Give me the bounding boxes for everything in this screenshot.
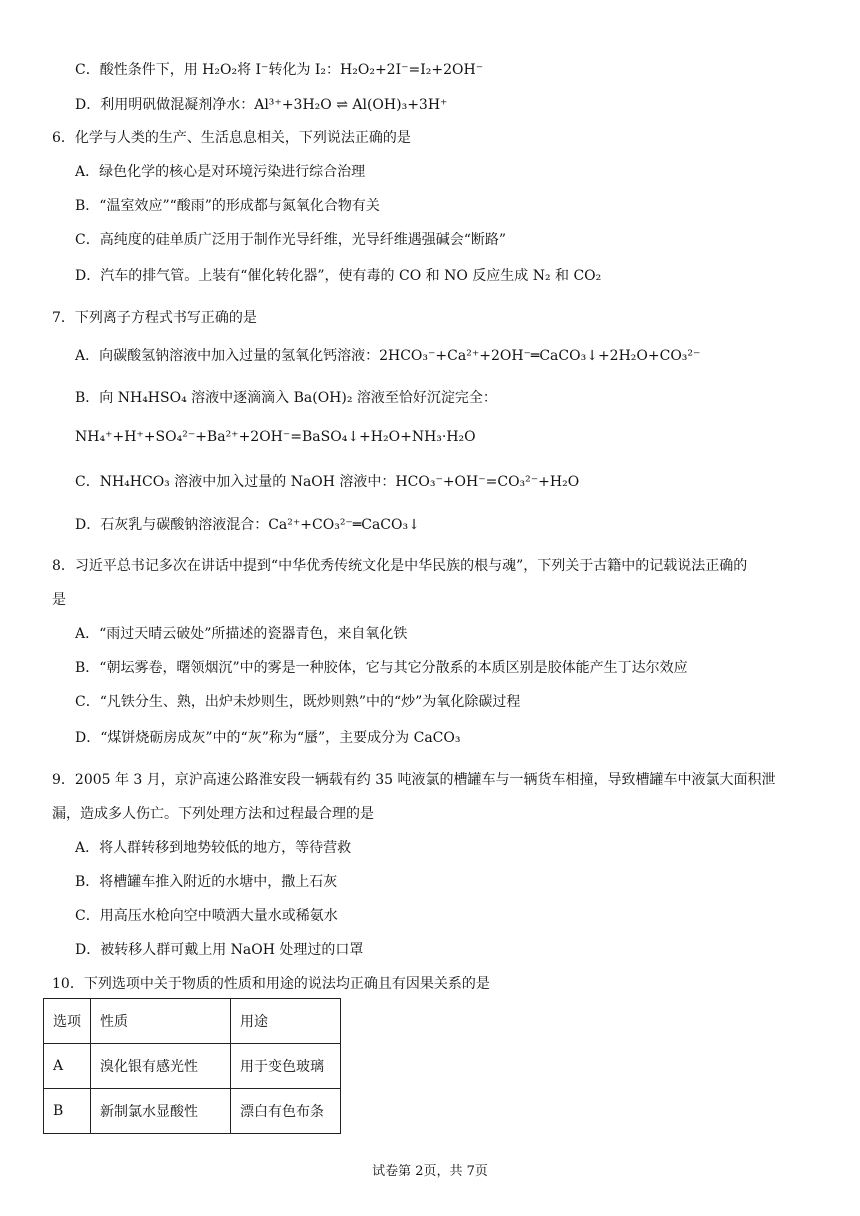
q7-option-b-equation: NH₄⁺+H⁺+SO₄²⁻+Ba²⁺+2OH⁻=BaSO₄↓+H₂O+NH₃·H₂O: [75, 429, 476, 445]
table-cell: 漂白有色布条: [231, 1089, 341, 1134]
table-row: [44, 1089, 341, 1134]
q8-option-c: C．“凡铁分生、熟，出炉未炒则生，既炒则熟”中的“炒”为氧化除碳过程: [75, 694, 521, 710]
table-cell: A: [44, 1044, 91, 1089]
table-row: [44, 1044, 341, 1089]
q10-stem: 10．下列选项中关于物质的性质和用途的说法均正确且有因果关系的是: [52, 976, 490, 992]
q6-stem: 6．化学与人类的生产、生活息息相关，下列说法正确的是: [52, 130, 411, 146]
q8-option-d: D．“煤饼烧砺房成灰”中的“灰”称为“蜃”，主要成分为 CaCO₃: [75, 730, 461, 746]
q9-option-b: B．将槽罐车推入附近的水塘中，撒上石灰: [75, 874, 338, 890]
q7-stem: 7．下列离子方程式书写正确的是: [52, 310, 257, 326]
q9-stem-continued: 漏，造成多人伤亡。下列处理方法和过程最合理的是: [52, 806, 374, 822]
q5-option-c: C．酸性条件下，用 H₂O₂将 I⁻转化为 I₂：H₂O₂+2I⁻=I₂+2OH⁻: [75, 62, 484, 78]
q10-options-table: [43, 998, 341, 1134]
table-header-cell: 用途: [231, 999, 341, 1044]
q6-option-d: D．汽车的排气管。上装有“催化转化器”，使有毒的 CO 和 NO 反应生成 N₂ 和 CO₂: [75, 268, 602, 284]
q6-option-b: B．“温室效应”“酸雨”的形成都与氮氧化合物有关: [75, 198, 380, 214]
q6-option-a: A．绿色化学的核心是对环境污染进行综合治理: [75, 164, 366, 180]
q7-option-c: C．NH₄HCO₃ 溶液中加入过量的 NaOH 溶液中：HCO₃⁻+OH⁻=CO₃²⁻+H₂O: [75, 474, 580, 490]
q9-option-c: C．用高压水枪向空中喷洒大量水或稀氨水: [75, 908, 338, 924]
q8-option-a: A．“雨过天晴云破处”所描述的瓷器青色，来自氧化铁: [75, 626, 408, 642]
table-cell: B: [44, 1089, 91, 1134]
table-header-cell: 选项: [44, 999, 91, 1044]
q7-option-d: D．石灰乳与碳酸钠溶液混合：Ca²⁺+CO₃²⁻═CaCO₃↓: [75, 517, 420, 533]
q8-stem-continued: 是: [52, 592, 66, 608]
page-footer: 试卷第 2页，共 7页: [372, 1164, 488, 1179]
q7-option-a: A．向碳酸氢钠溶液中加入过量的氢氧化钙溶液：2HCO₃⁻+Ca²⁺+2OH⁻═CaCO₃↓+2H₂O+CO₃²⁻: [75, 348, 701, 364]
table-cell: 溴化银有感光性: [91, 1044, 231, 1089]
table-cell: 新制氯水显酸性: [91, 1089, 231, 1134]
q6-option-c: C．高纯度的硅单质广泛用于制作光导纤维，光导纤维遇强碱会“断路”: [75, 232, 507, 248]
q5-option-d: D．利用明矾做混凝剂净水：Al³⁺+3H₂O ⇌ Al(OH)₃+3H⁺: [75, 97, 448, 113]
table-header-row: [44, 999, 341, 1044]
q9-option-d: D．被转移人群可戴上用 NaOH 处理过的口罩: [75, 942, 364, 958]
q7-option-b: B．向 NH₄HSO₄ 溶液中逐滴滴入 Ba(OH)₂ 溶液至恰好沉淀完全：: [75, 390, 497, 406]
q9-stem: 9．2005 年 3 月，京沪高速公路淮安段一辆载有约 35 吨液氯的槽罐车与一辆货车相撞，导致槽罐车中液氯大面积泄: [52, 772, 776, 788]
q9-option-a: A．将人群转移到地势较低的地方，等待营救: [75, 840, 352, 856]
table-cell: 用于变色玻璃: [231, 1044, 341, 1089]
table-header-cell: 性质: [91, 999, 231, 1044]
q8-stem: 8．习近平总书记多次在讲话中提到“中华优秀传统文化是中华民族的根与魂”，下列关于古籍中的记载说法正确的: [52, 558, 748, 574]
q8-option-b: B．“朝坛雾卷，曙领烟沉”中的雾是一种胶体，它与其它分散系的本质区别是胶体能产生丁达尔效应: [75, 660, 688, 676]
